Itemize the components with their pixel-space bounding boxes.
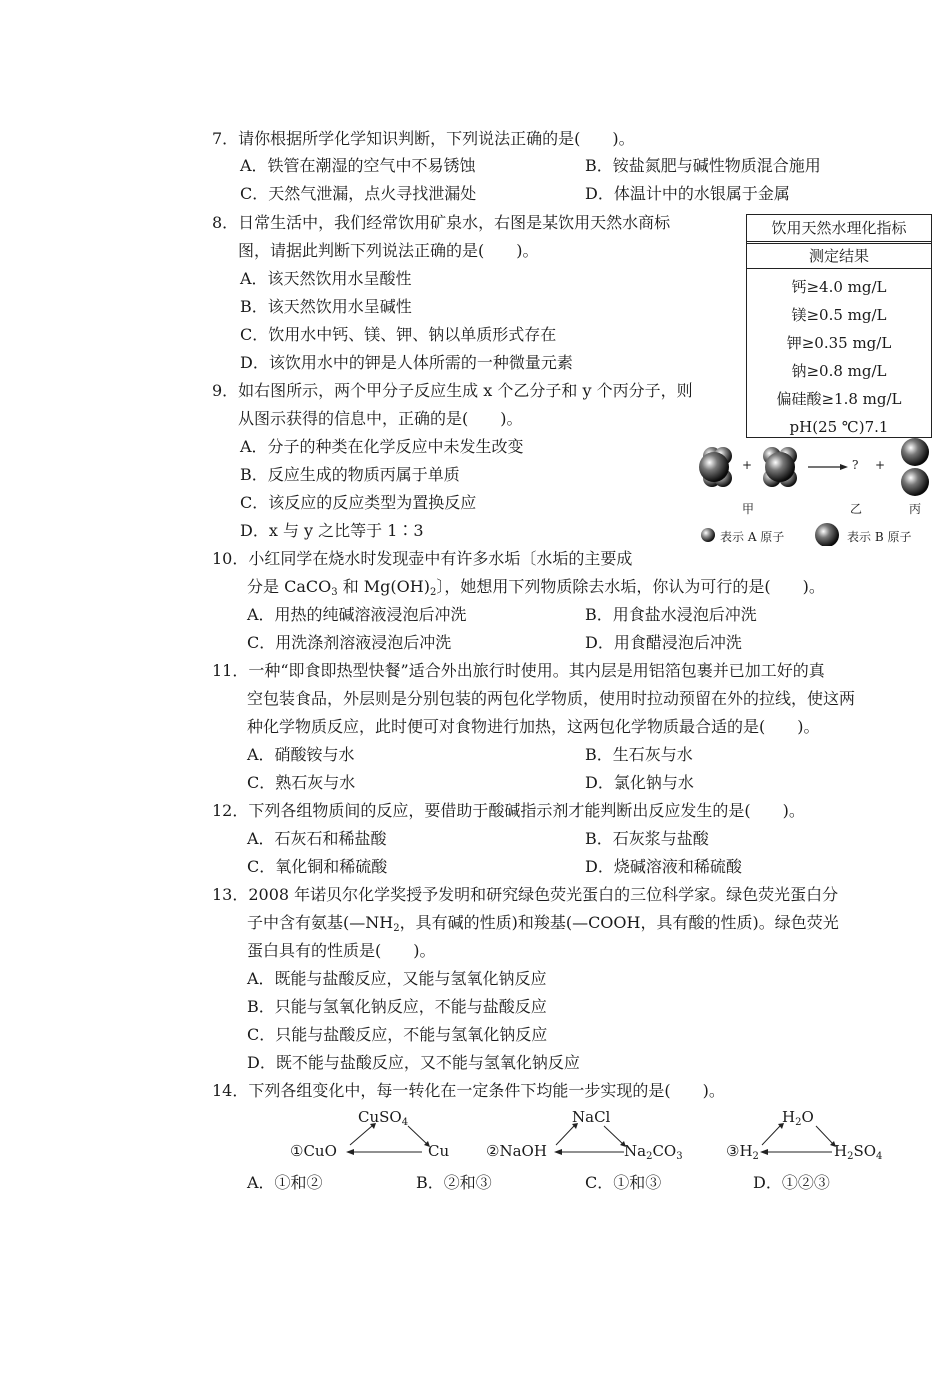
molecule-jia-2 xyxy=(763,447,797,487)
q8-stem-line2: 图，请据此判断下列说法正确的是( )。 xyxy=(238,241,539,260)
q12-option-b: B．石灰浆与盐酸 xyxy=(585,829,709,848)
s3-top: $H_2O$ xyxy=(782,1108,814,1128)
q7-option-a: A．铁管在潮湿的空气中不易锈蚀 xyxy=(240,156,476,175)
legend-a: 表示 A 原子 xyxy=(720,530,785,544)
plus-sign-2: + xyxy=(875,458,886,472)
q11-option-a: A．硝酸铵与水 xyxy=(247,745,355,764)
reaction-diagram xyxy=(690,436,930,546)
s2-right: $Na_2CO_3$ xyxy=(624,1142,683,1162)
s2-left: ②NaOH xyxy=(486,1142,547,1160)
q14-stem: 14．下列各组变化中，每一转化在一定条件下均能一步实现的是( )。 xyxy=(212,1081,725,1100)
q9-stem-line1: 9．如右图所示，两个甲分子反应生成 x 个乙分子和 y 个丙分子，则 xyxy=(212,381,693,400)
q13-stem-line2: 子中含有氨基($—NH_2$，具有碱的性质)和羧基(—COOH，具有酸的性质)。绿色荧光 xyxy=(247,913,839,934)
q9-stem-line2: 从图示获得的信息中，正确的是( )。 xyxy=(238,409,523,428)
q8-stem-line1: 8．日常生活中，我们经常饮用矿泉水，右图是某饮用天然水商标 xyxy=(212,213,671,232)
q9-option-c: C．该反应的反应类型为置换反应 xyxy=(240,493,477,512)
table-row: 偏硅酸≥1.8 mg/L xyxy=(776,390,902,408)
q13-option-a: A．既能与盐酸反应，又能与氢氧化钠反应 xyxy=(247,969,547,988)
unknown-mark: ? xyxy=(852,458,859,472)
q12-option-d: D．烧碱溶液和稀硫酸 xyxy=(585,857,742,876)
s3-right: $H_2SO_4$ xyxy=(834,1142,883,1162)
q8-option-c: C．饮用水中钙、镁、钾、钠以单质形式存在 xyxy=(240,325,557,344)
s1-top: CuSO$_4$ xyxy=(358,1108,409,1128)
label-jia: 甲 xyxy=(742,502,755,516)
table-title: 饮用天然水理化指标 xyxy=(747,215,931,244)
water-label-table xyxy=(746,214,932,438)
q14-option-b: B．②和③ xyxy=(416,1173,492,1192)
q14-option-d: D．①②③ xyxy=(753,1173,830,1192)
molecule-jia-1 xyxy=(699,447,732,487)
q8-option-a: A．该天然饮用水呈酸性 xyxy=(240,269,412,288)
q10-option-b: B．用食盐水浸泡后冲洗 xyxy=(585,605,757,624)
molecule-bing xyxy=(901,438,929,496)
q7-option-c: C．天然气泄漏，点火寻找泄漏处 xyxy=(240,184,477,203)
q10-option-a: A．用热的纯碱溶液浸泡后冲洗 xyxy=(247,605,467,624)
label-bing: 丙 xyxy=(909,502,922,516)
table-row: 镁≥0.5 mg/L xyxy=(791,306,887,324)
q11-stem-line3: 种化学物质反应，此时便可对食物进行加热，这两包化学物质最合适的是( )。 xyxy=(247,717,820,736)
label-yi: 乙 xyxy=(850,502,863,516)
s2-top: NaCl xyxy=(572,1108,611,1126)
q13-option-c: C．只能与盐酸反应，不能与氢氧化钠反应 xyxy=(247,1025,548,1044)
q9-option-b: B．反应生成的物质丙属于单质 xyxy=(240,465,460,484)
q7-option-d: D．体温计中的水银属于金属 xyxy=(585,184,790,203)
plus-sign-1: + xyxy=(742,458,753,472)
q12-stem: 12．下列各组物质间的反应，要借助于酸碱指示剂才能判断出反应发生的是( )。 xyxy=(212,801,805,820)
q7-stem: 7．请你根据所学化学知识判断，下列说法正确的是( )。 xyxy=(212,129,635,148)
q11-stem-line1: 11．一种“即食即热型快餐”适合外出旅行时使用。其内层是用铝箔包裹并已加工好的真 xyxy=(212,661,825,680)
table-subtitle: 测定结果 xyxy=(747,244,931,269)
table-row: 钾≥0.35 mg/L xyxy=(786,334,892,352)
q11-option-b: B．生石灰与水 xyxy=(585,745,693,764)
q12-option-c: C．氧化铜和稀硫酸 xyxy=(247,857,388,876)
q11-stem-line2: 空包装食品，外层则是分别包装的两包化学物质，使用时拉动预留在外的拉线，使这两 xyxy=(247,689,856,708)
q10-option-c: C．用洗涤剂溶液浸泡后冲洗 xyxy=(247,633,452,652)
q11-option-c: C．熟石灰与水 xyxy=(247,773,356,792)
q7-option-b: B．铵盐氮肥与碱性物质混合施用 xyxy=(585,156,821,175)
table-row: 钠≥0.8 mg/L xyxy=(791,362,887,380)
q10-stem-line1: 10．小红同学在烧水时发现壶中有许多水垢〔水垢的主要成 xyxy=(212,549,633,568)
q11-option-d: D．氯化钠与水 xyxy=(585,773,694,792)
q8-option-b: B．该天然饮用水呈碱性 xyxy=(240,297,412,316)
legend-b: 表示 B 原子 xyxy=(847,530,912,544)
s3-left: $③H_2$ xyxy=(726,1142,759,1162)
q10-stem-line2: 分是 CaCO$_3$ 和 $Mg(OH)_2$〕，她想用下列物质除去水垢，你认为可行的是( )。 xyxy=(247,577,825,598)
q12-option-a: A．石灰石和稀盐酸 xyxy=(247,829,387,848)
s1-left: ①CuO xyxy=(290,1142,337,1160)
q10-option-d: D．用食醋浸泡后冲洗 xyxy=(585,633,742,652)
q9-option-d: D．x 与 y 之比等于 1∶3 xyxy=(240,521,424,540)
q13-option-b: B．只能与氢氧化钠反应，不能与盐酸反应 xyxy=(247,997,547,1016)
q8-option-d: D．该饮用水中的钾是人体所需的一种微量元素 xyxy=(240,353,573,372)
q14-option-c: C．①和③ xyxy=(585,1173,662,1192)
scheme-3 xyxy=(726,1108,896,1168)
q13-option-d: D．既不能与盐酸反应，又不能与氢氧化钠反应 xyxy=(247,1053,580,1072)
table-row: 钙≥4.0 mg/L xyxy=(791,278,887,296)
s1-right: Cu xyxy=(428,1142,450,1160)
q13-stem-line1: 13．2008 年诺贝尔化学奖授予发明和研究绿色荧光蛋白的三位科学家。绿色荧光蛋白分 xyxy=(212,885,839,904)
scheme-1 xyxy=(290,1108,460,1168)
q14-option-a: A．①和② xyxy=(247,1173,323,1192)
table-row: pH(25 ℃)7.1 xyxy=(789,418,889,436)
q9-option-a: A．分子的种类在化学反应中未发生改变 xyxy=(240,437,524,456)
scheme-2 xyxy=(486,1108,696,1168)
q13-stem-line3: 蛋白具有的性质是( )。 xyxy=(247,941,436,960)
